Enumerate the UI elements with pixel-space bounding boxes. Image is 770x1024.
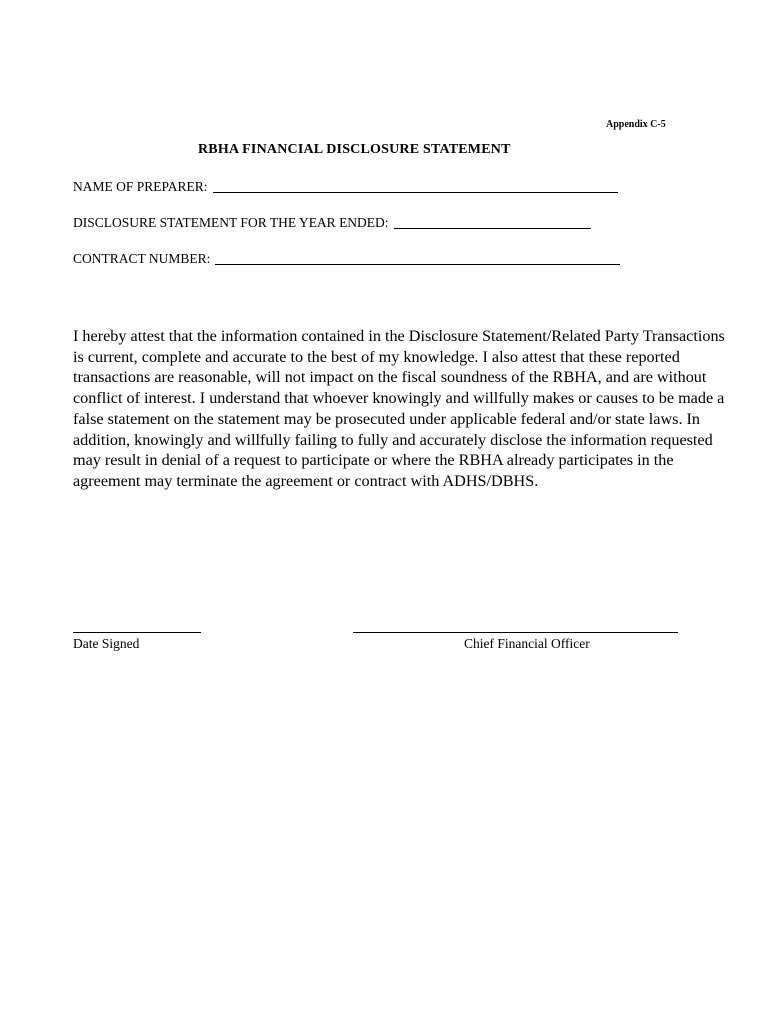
- date-signed-label: Date Signed: [73, 636, 140, 651]
- contract-number-field-row: [73, 250, 620, 268]
- contract-number-label: CONTRACT NUMBER:: [73, 251, 211, 266]
- appendix-label: Appendix C-5: [606, 119, 666, 130]
- preparer-blank-field[interactable]: [213, 178, 618, 193]
- year-ended-label: DISCLOSURE STATEMENT FOR THE YEAR ENDED:: [73, 215, 389, 230]
- attestation-paragraph: I hereby attest that the information contained in the Disclosure Statement/Related Party Transactions is current, complete and accurate to the best of my knowledge. I also attest that these reported transactions are reasonable, will not impact on the fiscal soundness of the RBHA, and are without conflict of interest. I understand that whoever knowingly and willfully makes or causes to be made a false statement on the statement may be prosecuted under applicable federal and/or state laws. In addition, knowingly and willfully failing to fully and accurately disclose the information requested may result in denial of a request to participate or where the RBHA already participates in the agreement may terminate the agreement or contract with ADHS/DBHS.: [73, 327, 725, 490]
- date-signed-line[interactable]: [73, 632, 201, 633]
- contract-number-blank-field[interactable]: [215, 250, 620, 265]
- year-ended-field-row: [73, 214, 591, 232]
- preparer-field-row: [73, 178, 618, 196]
- page-title: RBHA FINANCIAL DISCLOSURE STATEMENT: [198, 142, 511, 157]
- cfo-signature-line[interactable]: [353, 632, 678, 633]
- preparer-label: NAME OF PREPARER:: [73, 179, 208, 194]
- cfo-label: Chief Financial Officer: [464, 636, 590, 651]
- year-ended-blank-field[interactable]: [394, 214, 591, 229]
